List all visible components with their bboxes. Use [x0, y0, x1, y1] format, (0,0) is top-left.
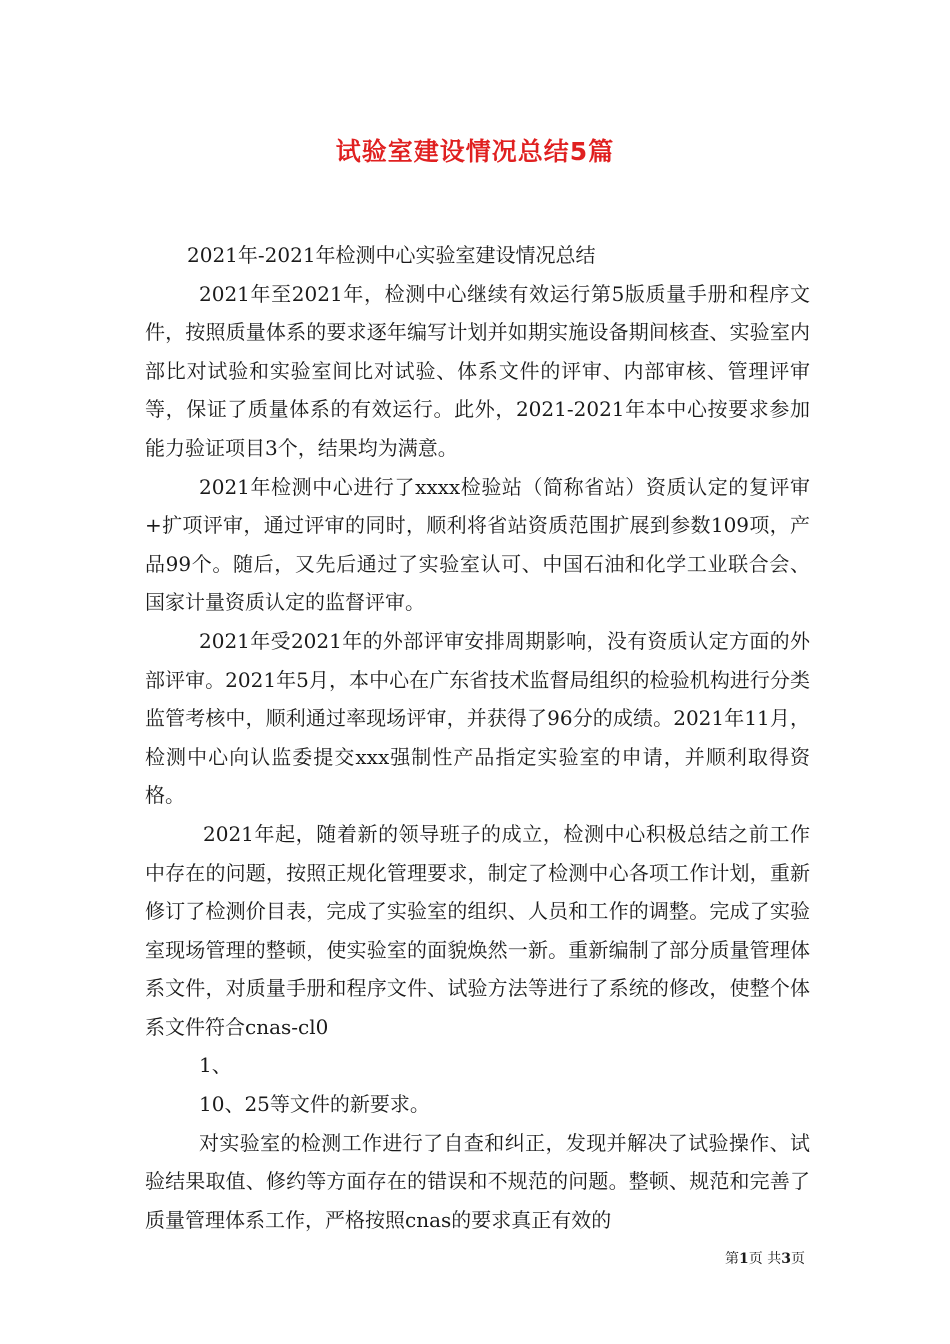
- paragraph-1: 2021年至2021年，检测中心继续有效运行第5版质量手册和程序文件，按照质量体系的要求逐年编写计划并如期实施设备期间核查、实验室内部比对试验和实验室间比对试验、体系文件的评审、内部审核、管理评审等，保证了质量体系的有效运行。此外，2021-2021年本中心按要求参加能力验证项目3个，结果均为满意。: [145, 281, 810, 460]
- document-subtitle: 2021年-2021年检测中心实验室建设情况总结: [187, 243, 596, 267]
- paragraph-2: 2021年检测中心进行了xxxx检验站（简称省站）资质认定的复评审+扩项评审，通过评审的同时，顺利将省站资质范围扩展到参数109项，产品99个。随后，又先后通过了实验室认可、中国石油和化学工业联合会、国家计量资质认定的监督评审。: [145, 474, 810, 615]
- paragraph-4: 2021年起，随着新的领导班子的成立，检测中心积极总结之前工作中存在的问题，按照正规化管理要求，制定了检测中心各项工作计划，重新修订了检测价目表，完成了实验室的组织、人员和工作的调整。完成了实验室现场管理的整顿，使实验室的面貌焕然一新。重新编制了部分质量管理体系文件，对质量手册和程序文件、试验方法等进行了系统的修改，使整个体系文件符合cnas-cl0: [145, 821, 810, 1039]
- document-body: [145, 236, 810, 1239]
- paragraph-7: 对实验室的检测工作进行了自查和纠正，发现并解决了试验操作、试验结果取值、修约等方面存在的错误和不规范的问题。整顿、规范和完善了质量管理体系工作，严格按照cnas的要求真正有效的: [145, 1130, 810, 1232]
- paragraph-5: 1、: [199, 1053, 232, 1078]
- paragraph-3: 2021年受2021年的外部评审安排周期影响，没有资质认定方面的外部评审。2021年5月，本中心在广东省技术监督局组织的检验机构进行分类监管考核中，顺利通过率现场评审，并获得了96分的成绩。2021年11月，检测中心向认监委提交xxx强制性产品指定实验室的申请，并顺利取得资格。: [145, 628, 810, 808]
- page-number-footer: [725, 1248, 805, 1268]
- footer-page-number: 1: [739, 1251, 749, 1267]
- footer-prefix: 第: [725, 1251, 740, 1267]
- footer-middle: 页 共: [748, 1251, 782, 1267]
- footer-suffix: 页: [791, 1251, 805, 1267]
- footer-total-pages: 3: [781, 1251, 791, 1267]
- paragraph-6: 10、25等文件的新要求。: [199, 1092, 430, 1117]
- document-title: 试验室建设情况总结5篇: [335, 137, 615, 166]
